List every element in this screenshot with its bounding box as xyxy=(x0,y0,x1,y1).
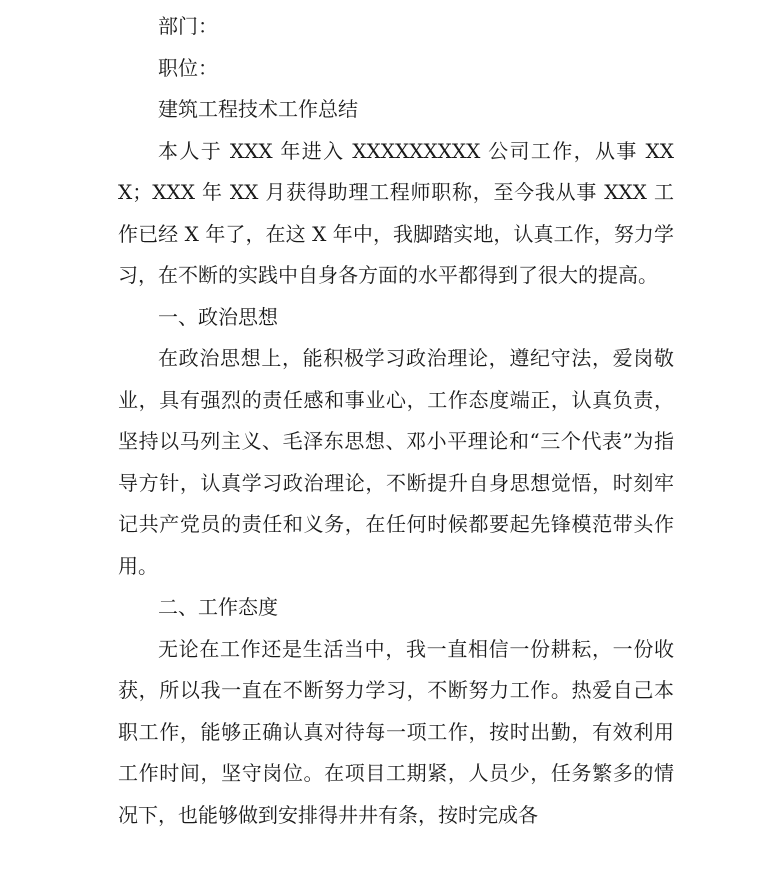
department-label: 部门： xyxy=(158,14,218,38)
section-heading-work-attitude: 二、工作态度 xyxy=(158,595,278,619)
intro-paragraph: 本人于 XXX 年进入 XXXXXXXXX 公司工作，从事 XXX；XXX 年 XX 月获得助理工程师职称，至今我从事 XXX 工作已经 X 年了，在这 X 年中，我脚踏实地，认真工作，努力学习，在不断的实践中自身各方面的水平都得到了很大的提高。 xyxy=(118,138,674,287)
work-attitude-paragraph: 无论在工作还是生活当中，我一直相信一份耕耘，一份收获，所以我一直在不断努力学习，不断努力工作。热爱自己本职工作，能够正确认真对待每一项工作，按时出勤，有效利用工作时间，坚守岗位。在项目工期紧，人员少，任务繁多的情况下，也能够做到安排得井井有条，按时完成各 xyxy=(118,636,674,827)
document-title: 建筑工程技术工作总结 xyxy=(158,97,358,121)
position-label: 职位： xyxy=(158,55,218,80)
document-body xyxy=(118,6,674,836)
section-heading-politics: 一、政治思想 xyxy=(158,304,278,329)
politics-paragraph: 在政治思想上，能积极学习政治理论，遵纪守法，爱岗敬业，具有强烈的责任感和事业心，工作态度端正，认真负责，坚持以马列主义、毛泽东思想、邓小平理论和“三个代表”为指导方针，认真学习政治理论，不断提升自身思想觉悟，时刻牢记共产党员的责任和义务，在任何时候都要起先锋模范带头作用。 xyxy=(118,346,674,578)
